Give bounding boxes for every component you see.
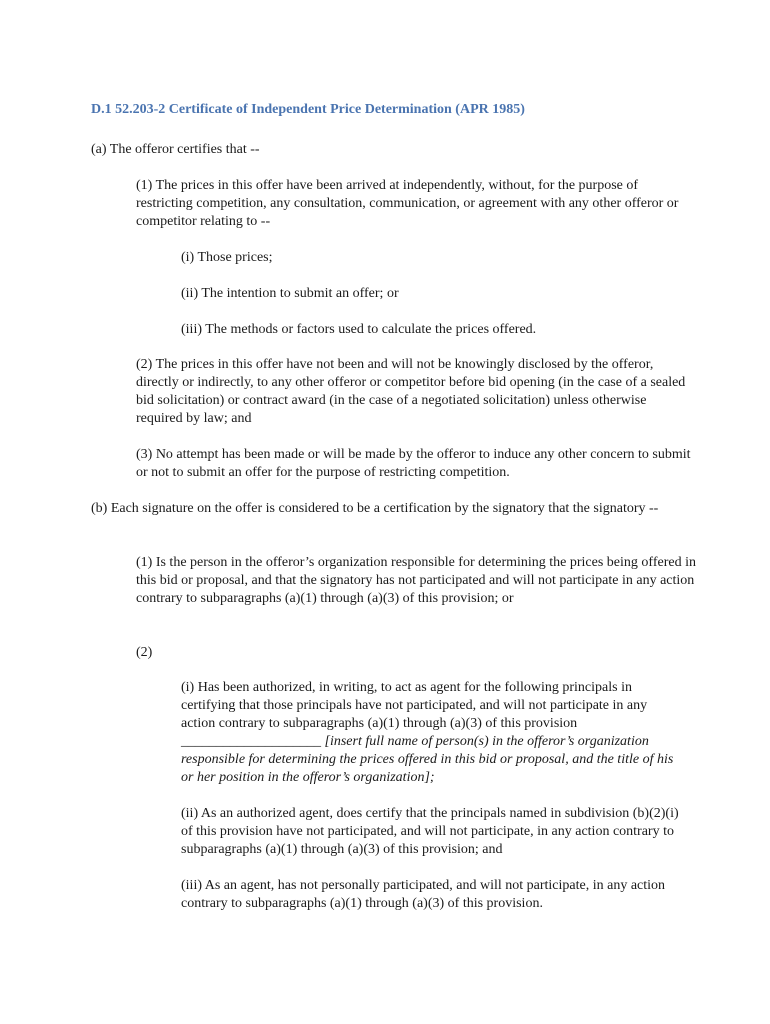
paragraph-a3: (3) No attempt has been made or will be made by the offeror to induce any other concern to submit or not to submit an offer for the purpose of restricting competition. [136, 447, 691, 480]
insert-name-instruction: [insert full name of person(s) in the offeror’s organization responsible for determining the prices offered in this bid or proposal, and the title of his or her position in the offeror’s organization]; [181, 734, 674, 785]
paragraph-b2-i [181, 679, 681, 787]
paragraph-b2-iii: (iii) As an agent, has not personally participated, and will not participate, in any action contrary to subparagraphs (a)(1) through (a)(3) of this provision. [181, 878, 666, 911]
paragraph-a1-ii: (ii) The intention to submit an offer; or [181, 286, 399, 301]
paragraph-a2: (2) The prices in this offer have not been and will not be knowingly disclosed by the offeror, directly or indirectly, to any other offeror or competitor before bid opening (in the case of a sealed bid solicitation) or contract award (in the case of a negotiated solicitation) unless otherwise required by law; and [136, 357, 686, 426]
paragraph-b2-ii: (ii) As an authorized agent, does certify that the principals named in subdivision (b)(2)(i) of this provision have not participated, and will not participate, in any action contrary to subparagraphs (a)(1) through (a)(3) of this provision; and [181, 806, 679, 857]
paragraph-a-intro: (a) The offeror certifies that -- [91, 142, 260, 157]
paragraph-a1: (1) The prices in this offer have been arrived at independently, without, for the purpose of restricting competition, any consultation, communication, or agreement with any other offeror or competitor relating to -- [136, 178, 679, 229]
signature-blank-line: ____________________ [181, 734, 321, 749]
paragraph-b2-i-text: (i) Has been authorized, in writing, to act as agent for the following principals in certifying that those principals have not participated, and will not participate in any action contrary to subparagraphs (a)(1) through (a)(3) of this provision [181, 680, 648, 731]
paragraph-a1-iii: (iii) The methods or factors used to calculate the prices offered. [181, 322, 537, 337]
paragraph-b2: (2) [136, 645, 153, 660]
section-heading: D.1 52.203-2 Certificate of Independent Price Determination (APR 1985) [91, 102, 525, 117]
paragraph-b-intro: (b) Each signature on the offer is considered to be a certification by the signatory that the signatory -- [91, 501, 659, 516]
paragraph-b1: (1) Is the person in the offeror’s organization responsible for determining the prices being offered in this bid or proposal, and that the signatory has not participated and will not participate in any action contrary to subparagraphs (a)(1) through (a)(3) of this provision; or [136, 555, 696, 606]
paragraph-a1-i: (i) Those prices; [181, 250, 273, 265]
